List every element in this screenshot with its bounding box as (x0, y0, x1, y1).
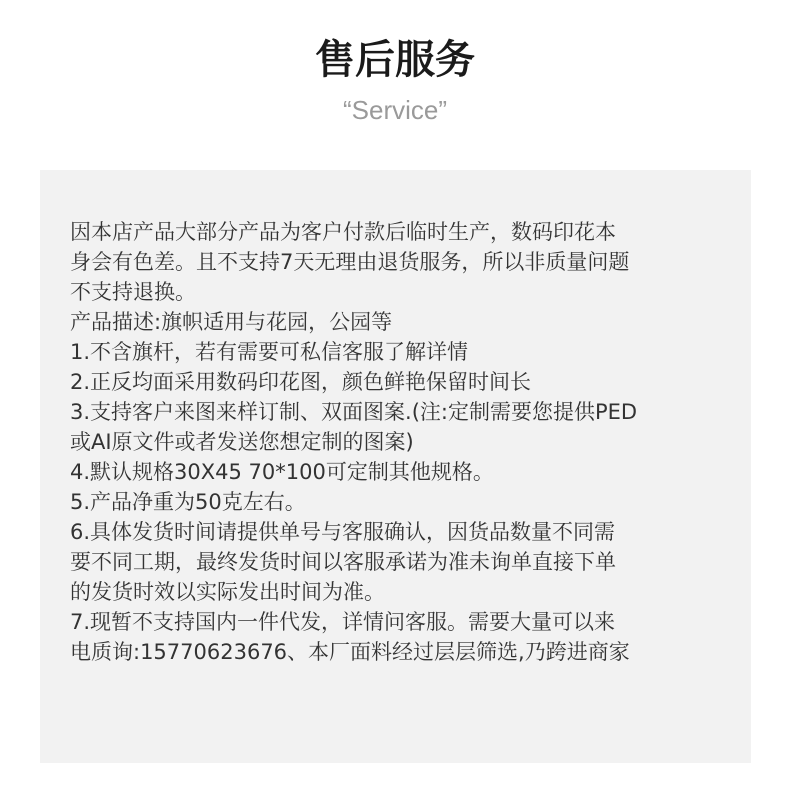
text-line: 要不同工期，最终发货时间以客服承诺为准未询单直接下单 (70, 550, 616, 574)
service-text-block (70, 217, 731, 667)
page-title: 售后服务 (315, 37, 475, 83)
text-line: 4.默认规格30X45 70*100可定制其他规格。 (70, 460, 494, 484)
text-line: 7.现暂不支持国内一件代发，详情问客服。需要大量可以来 (70, 610, 616, 634)
text-line: 5.产品净重为50克左右。 (70, 490, 306, 514)
text-line: 1.不含旗杆，若有需要可私信客服了解详情 (70, 340, 469, 364)
text-line: 的发货时效以实际发出时间为准。 (70, 580, 385, 604)
page-subtitle: “Service” (342, 95, 447, 125)
text-line: 因本店产品大部分产品为客户付款后临时生产，数码印花本 (70, 220, 616, 244)
text-line: 产品描述:旗帜适用与花园，公园等 (70, 310, 393, 334)
page-header (0, 32, 790, 128)
text-line: 或AI原文件或者发送您想定制的图案) (70, 430, 414, 454)
text-line: 6.具体发货时间请提供单号与客服确认，因货品数量不同需 (70, 520, 616, 544)
text-line: 2.正反均面采用数码印花图，颜色鲜艳保留时间长 (70, 370, 532, 394)
text-line: 3.支持客户来图来样订制、双面图案.(注:定制需要您提供PED (70, 400, 638, 424)
text-line: 电质询:15770623676、本厂面料经过层层筛选,乃跨进商家 (70, 640, 630, 664)
text-line: 身会有色差。且不支持7天无理由退货服务，所以非质量问题 (70, 250, 630, 274)
service-info-panel (40, 170, 751, 763)
text-line: 不支持退换。 (70, 280, 196, 304)
